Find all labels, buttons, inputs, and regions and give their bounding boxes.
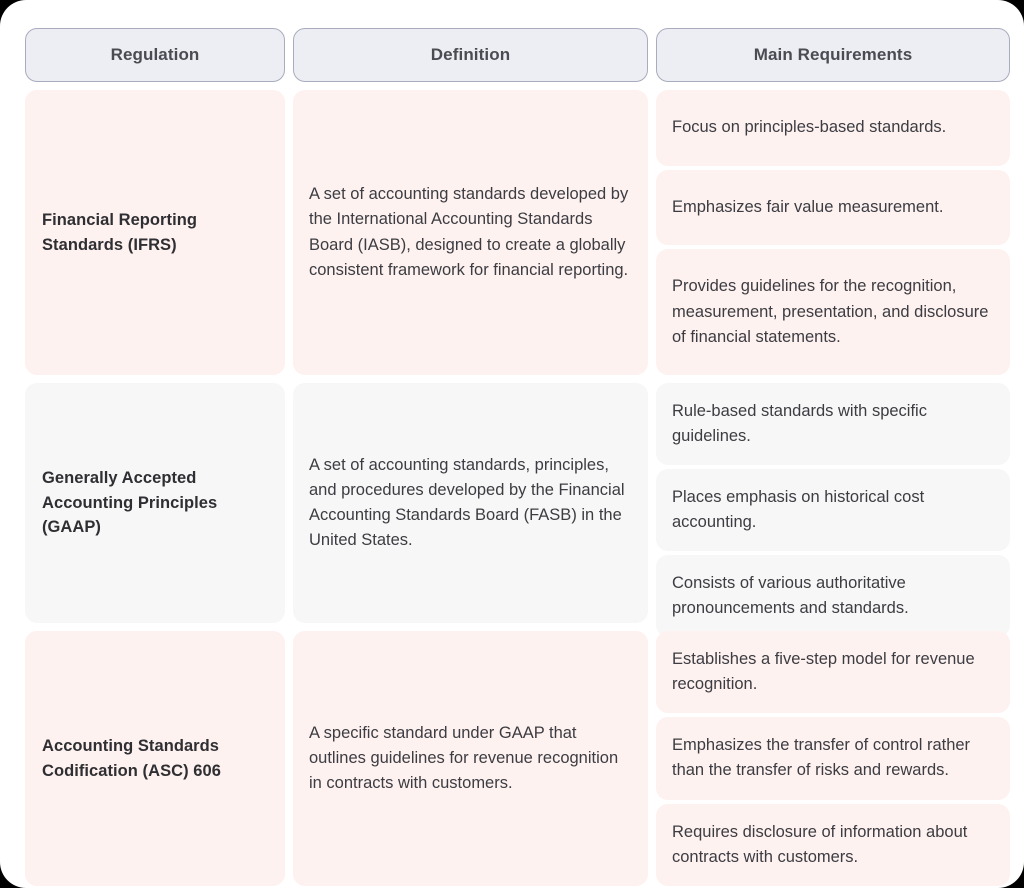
- definition-cell: [293, 90, 648, 375]
- requirement-item: [656, 804, 1010, 886]
- requirement-text: Places emphasis on historical cost accounting.: [672, 488, 925, 532]
- column-header-regulation: [25, 28, 285, 82]
- column-header-label: Definition: [430, 45, 511, 64]
- column-header-label: Main Requirements: [753, 45, 913, 64]
- table-row: [25, 383, 994, 623]
- requirement-text: Emphasizes the transfer of control rather than the transfer of risks and rewards.: [672, 736, 971, 780]
- table-row: [25, 90, 994, 375]
- regulation-name: Generally Accepted Accounting Principles (GAAP): [42, 468, 218, 537]
- definition-cell: [293, 383, 648, 623]
- requirement-item: [656, 555, 1010, 637]
- requirement-item: [656, 170, 1010, 246]
- definition-cell: [293, 631, 648, 886]
- requirements-cell: [656, 383, 1010, 623]
- requirement-item: [656, 469, 1010, 551]
- requirement-text: Provides guidelines for the recognition, measurement, presentation, and disclosure of financial statements.: [672, 277, 989, 346]
- definition-text: A specific standard under GAAP that outlines guidelines for revenue recognition in contracts with customers.: [309, 723, 619, 793]
- table-row: [25, 631, 994, 886]
- requirement-text: Focus on principles-based standards.: [672, 118, 947, 137]
- requirement-text: Requires disclosure of information about contracts with customers.: [672, 822, 968, 866]
- definition-text: A set of accounting standards developed by the International Accounting Standards Board (IASB), designed to create a globally consistent framework for financial reporting.: [309, 185, 629, 279]
- requirement-item: [656, 717, 1010, 799]
- requirement-item: [656, 90, 1010, 166]
- requirement-text: Establishes a five-step model for revenue recognition.: [672, 650, 975, 694]
- definition-text: A set of accounting standards, principles, and procedures developed by the Financial Accounting Standards Board (FASB) in the United States.: [309, 455, 625, 550]
- column-header-main-requirements: [656, 28, 1010, 82]
- regulation-cell: [25, 90, 285, 375]
- column-header-label: Regulation: [110, 45, 200, 64]
- requirements-cell: [656, 631, 1010, 886]
- column-header-definition: [293, 28, 648, 82]
- requirement-item: [656, 249, 1010, 375]
- requirement-text: Emphasizes fair value measurement.: [672, 197, 944, 216]
- regulation-cell: [25, 631, 285, 886]
- requirement-text: Consists of various authoritative pronouncements and standards.: [672, 574, 909, 618]
- regulation-name: Accounting Standards Codification (ASC) 606: [42, 736, 221, 780]
- regulation-cell: [25, 383, 285, 623]
- requirement-text: Rule-based standards with specific guidelines.: [672, 402, 927, 446]
- comparison-table: [25, 28, 994, 888]
- requirement-item: [656, 631, 1010, 713]
- requirement-item: [656, 383, 1010, 465]
- table-header-row: [25, 28, 994, 82]
- requirements-cell: [656, 90, 1010, 375]
- regulation-name: Financial Reporting Standards (IFRS): [42, 210, 197, 254]
